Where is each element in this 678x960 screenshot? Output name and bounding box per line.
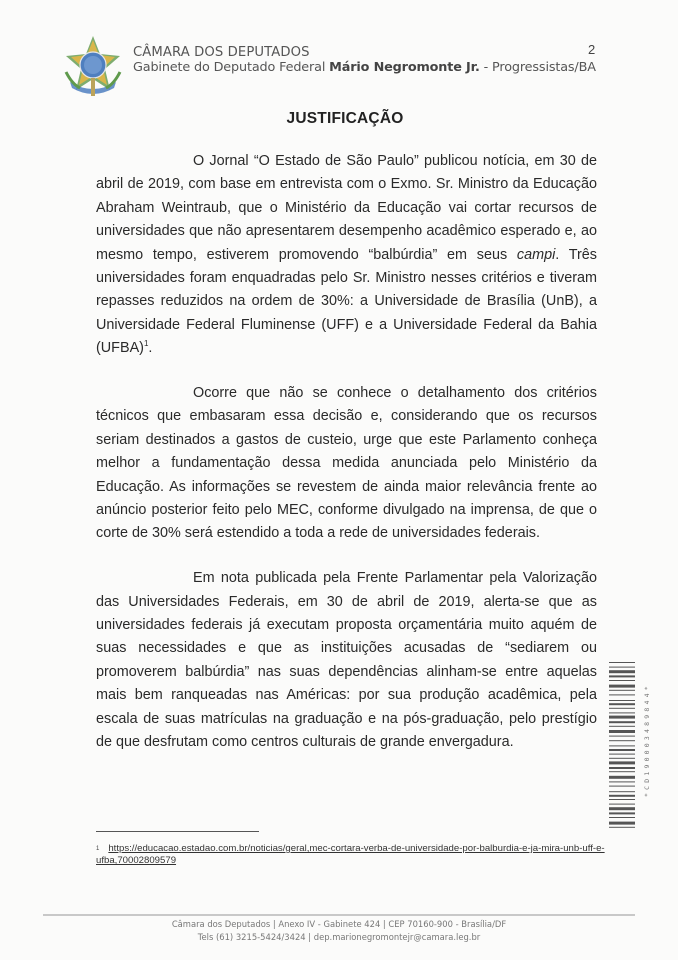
barcode-bar xyxy=(609,712,635,713)
footnote-number: 1 xyxy=(96,846,100,852)
coat-of-arms-icon xyxy=(62,34,124,100)
barcode-bar xyxy=(609,781,635,782)
footer-address: Câmara dos Deputados | Anexo IV - Gabinete 424 | CEP 70160-900 - Brasília/DF xyxy=(171,919,507,929)
barcode-icon xyxy=(609,662,635,830)
barcode-bar xyxy=(609,817,635,818)
barcode-bar xyxy=(609,700,635,701)
italic-term: campi xyxy=(516,246,556,263)
page-number: 2 xyxy=(588,42,596,57)
barcode-bar xyxy=(609,670,635,673)
barcode-bar xyxy=(609,721,635,723)
barcode-bar xyxy=(609,749,635,751)
barcode-bar xyxy=(609,685,635,688)
barcode-bar xyxy=(609,708,635,709)
paragraph-text: O Jornal “O Estado de São Paulo” publicou notícia, em 30 de abril de 2019, com base em entrevista com o Exmo. Sr. Ministro da Educação Abraham Weintraub, que o Ministério da Educação vai cortar recursos de universidades que não apresentarem desempenho acadêmico esperado e, ao mesmo tempo, estiverem promovendo “balbúrdia” em seus xyxy=(96,153,597,263)
barcode-bar xyxy=(609,680,635,681)
barcode-bar xyxy=(609,786,635,787)
barcode-text: *CD190003489844* xyxy=(643,683,651,797)
barcode-bar xyxy=(609,795,635,797)
barcode-bar xyxy=(609,758,635,759)
barcode-bar xyxy=(609,761,635,764)
office-line xyxy=(133,60,596,75)
barcode-bar xyxy=(609,827,635,828)
barcode-bar xyxy=(609,767,635,769)
barcode-bar xyxy=(609,667,635,668)
footer-separator xyxy=(43,914,635,916)
barcode-bar xyxy=(609,703,635,705)
institution-name: CÂMARA DOS DEPUTADOS xyxy=(133,45,310,60)
party-suffix: - Progressistas/BA xyxy=(483,60,596,75)
barcode-bar xyxy=(609,740,635,741)
barcode-bar xyxy=(609,736,635,737)
document-body xyxy=(96,150,597,754)
footer xyxy=(0,918,678,943)
barcode-bar xyxy=(609,730,635,733)
barcode-bar xyxy=(609,799,635,800)
barcode-bar xyxy=(609,726,635,727)
barcode-bar xyxy=(609,745,635,746)
barcode-bar xyxy=(609,822,635,825)
barcode-bar xyxy=(609,812,635,814)
footnote-separator xyxy=(96,831,259,832)
footer-contact: Tels (61) 3215-5424/3424 | dep.marionegromontejr@camara.leg.br xyxy=(197,931,481,942)
barcode-bar xyxy=(609,662,635,663)
section-title: JUSTIFICAÇÃO xyxy=(286,110,404,127)
paragraph-text: . Três universidades foram enquadradas pelo Sr. Ministro nesses critérios e tiveram repasses reduzidos na ordem de 30%: a Universidade de Brasília (UnB), a Universidade Federal Fluminense (UFF) e a Universidade Federal da Bahia (UFBA) xyxy=(96,246,598,357)
footnote-reference[interactable]: 1 xyxy=(143,339,149,349)
paragraph xyxy=(96,150,597,361)
paragraph: Ocorre que não se conhece o detalhamento dos critérios técnicos que embasaram essa decisão e, considerando que os recursos seriam destinados a gastos de custeio, urge que este Parlamento conheça melhor a fundamentação dessa medida anunciada pelo Ministério da Educação. As informações se revestem de ainda maior relevância frente ao anúncio posterior feito pelo MEC, conforme divulgado na imprensa, de que o corte de 30% será estendido a toda a rede de universidades federais. xyxy=(96,384,597,542)
barcode-bar xyxy=(609,716,635,719)
barcode-bar xyxy=(609,690,635,691)
office-prefix: Gabinete do Deputado Federal xyxy=(133,60,326,75)
barcode-bar xyxy=(609,771,635,772)
barcode-bar xyxy=(609,776,635,779)
letterhead xyxy=(133,46,596,75)
footnote xyxy=(96,843,616,867)
barcode-bar xyxy=(609,675,635,677)
barcode-bar xyxy=(609,807,635,810)
barcode-bar xyxy=(609,754,635,755)
barcode-bar xyxy=(609,804,635,805)
barcode-bar xyxy=(609,694,635,695)
footnote-link[interactable]: https://educacao.estadao.com.br/noticias/geral,mec-cortara-verba-de-universidade-por-balburdia-e-ja-mira-unb-uff-e-ufba,70002809579 xyxy=(96,843,605,866)
paragraph-text: . xyxy=(148,340,153,357)
paragraph: Em nota publicada pela Frente Parlamentar pela Valorização das Universidades Federais, em 30 de abril de 2019, alerta-se que as universidades federais já executam proposta orçamentária muito aquém de suas necessidades e que as instituições acusadas de “sediarem ou promoverem balbúrdia” nas suas dependências alinham-se entre aquelas mais bem ranqueadas nas Américas: por sua produção acadêmica, pela escala de suas matrículas na graduação e na pós-graduação, pelo prestígio de que desfrutam como centros culturais de grande envergadura. xyxy=(96,570,597,750)
barcode-bar xyxy=(609,791,635,792)
deputy-name: Mário Negromonte Jr. xyxy=(329,60,480,75)
